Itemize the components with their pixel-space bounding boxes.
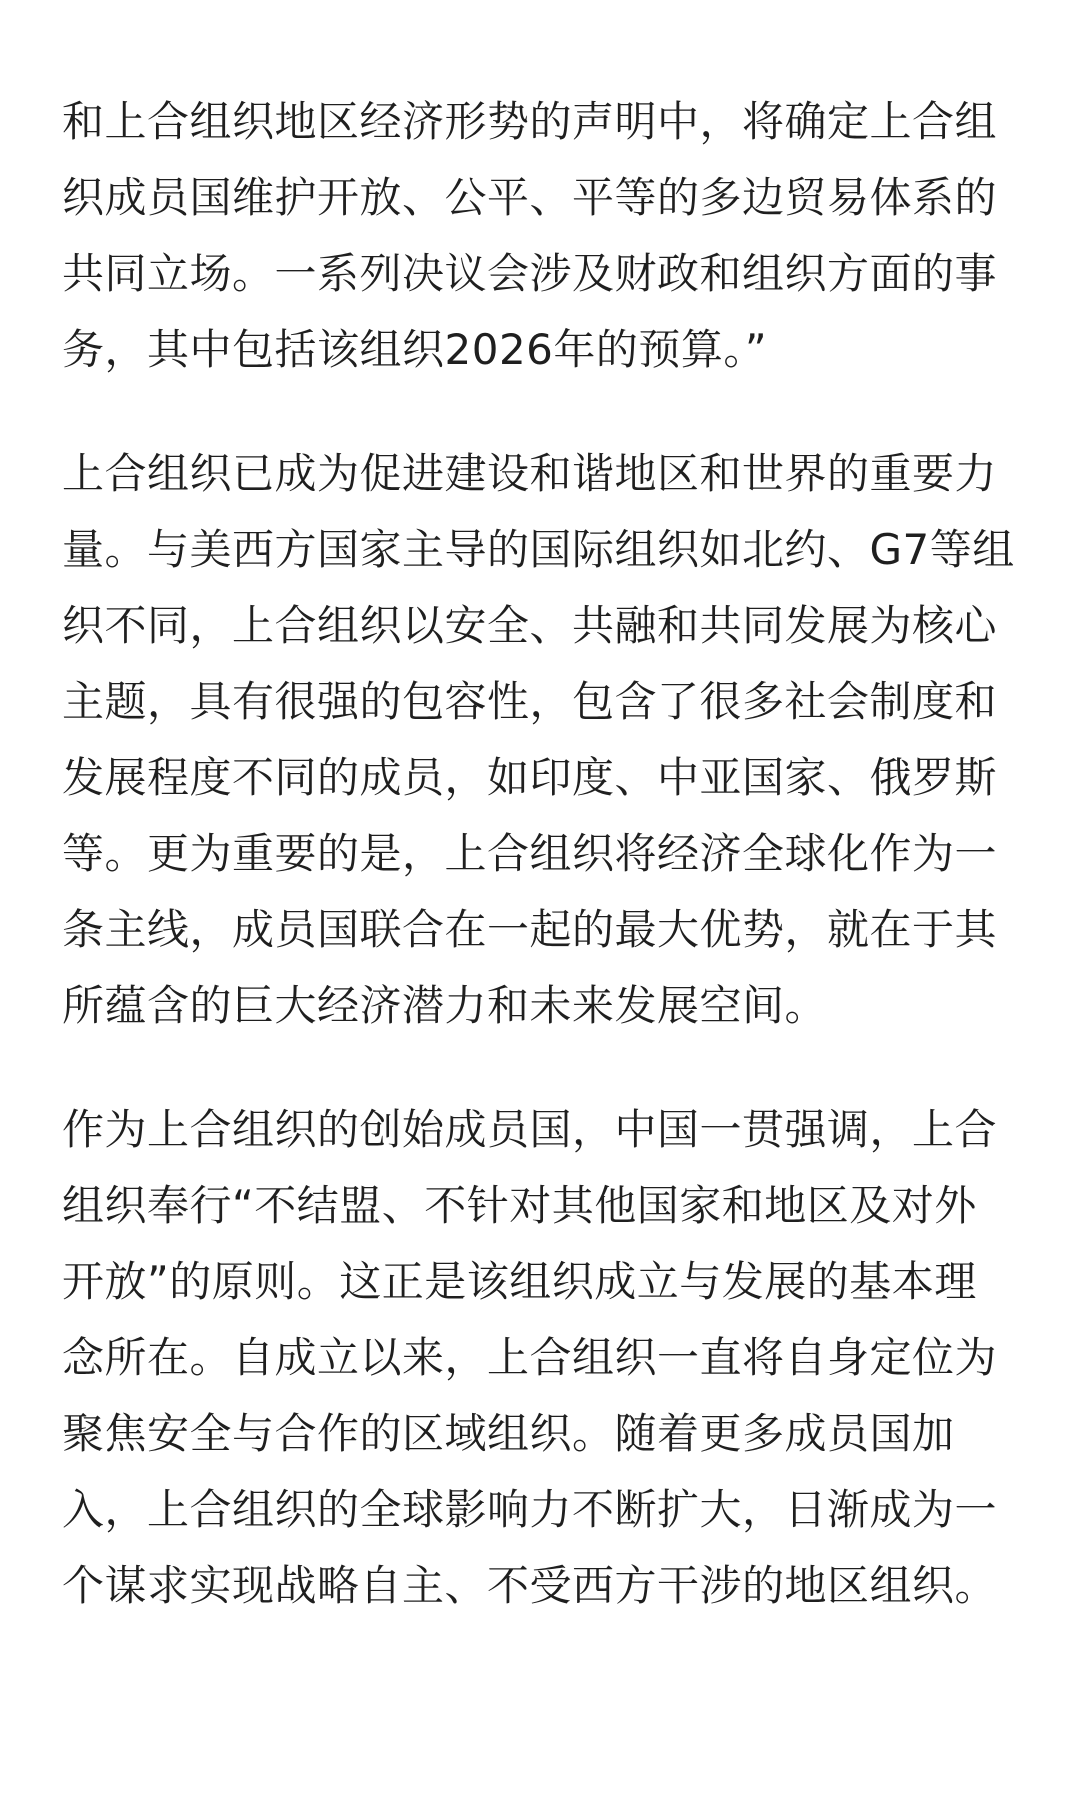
text-line: 发展程度不同的成员，如印度、中亚国家、俄罗斯	[62, 753, 998, 802]
text-line: 开放”的原则。这正是该组织成立与发展的基本理	[62, 1257, 977, 1306]
text-line: 作为上合组织的创始成员国，中国一贯强调，上合	[62, 1105, 998, 1154]
paragraph-2	[62, 436, 1022, 1044]
paragraph-1	[62, 84, 1022, 388]
text-line: 聚焦安全与合作的区域组织。随着更多成员国加	[62, 1409, 955, 1458]
text-line: 共同立场。一系列决议会涉及财政和组织方面的事	[62, 249, 998, 298]
text-line: 念所在。自成立以来，上合组织一直将自身定位为	[62, 1333, 998, 1382]
text-line: 织成员国维护开放、公平、平等的多边贸易体系的	[62, 173, 998, 222]
paragraph-3	[62, 1092, 1022, 1624]
text-line: 组织奉行“不结盟、不针对其他国家和地区及对外	[62, 1181, 977, 1230]
text-line: 上合组织已成为促进建设和谐地区和世界的重要力	[62, 449, 998, 498]
text-line: 务，其中包括该组织2026年的预算。”	[62, 325, 768, 374]
text-line: 织不同，上合组织以安全、共融和共同发展为核心	[62, 601, 998, 650]
text-line: 和上合组织地区经济形势的声明中，将确定上合组	[62, 97, 998, 146]
text-line: 等。更为重要的是，上合组织将经济全球化作为一	[62, 829, 998, 878]
text-line: 条主线，成员国联合在一起的最大优势，就在于其	[62, 905, 998, 954]
text-line: 量。与美西方国家主导的国际组织如北约、G7等组	[62, 525, 1015, 574]
text-line: 入，上合组织的全球影响力不断扩大，日渐成为一	[62, 1485, 998, 1534]
text-line: 主题，具有很强的包容性，包含了很多社会制度和	[62, 677, 998, 726]
text-line: 个谋求实现战略自主、不受西方干涉的地区组织。	[62, 1561, 998, 1610]
text-line: 所蕴含的巨大经济潜力和未来发展空间。	[62, 981, 828, 1030]
article-body	[62, 84, 1022, 1672]
